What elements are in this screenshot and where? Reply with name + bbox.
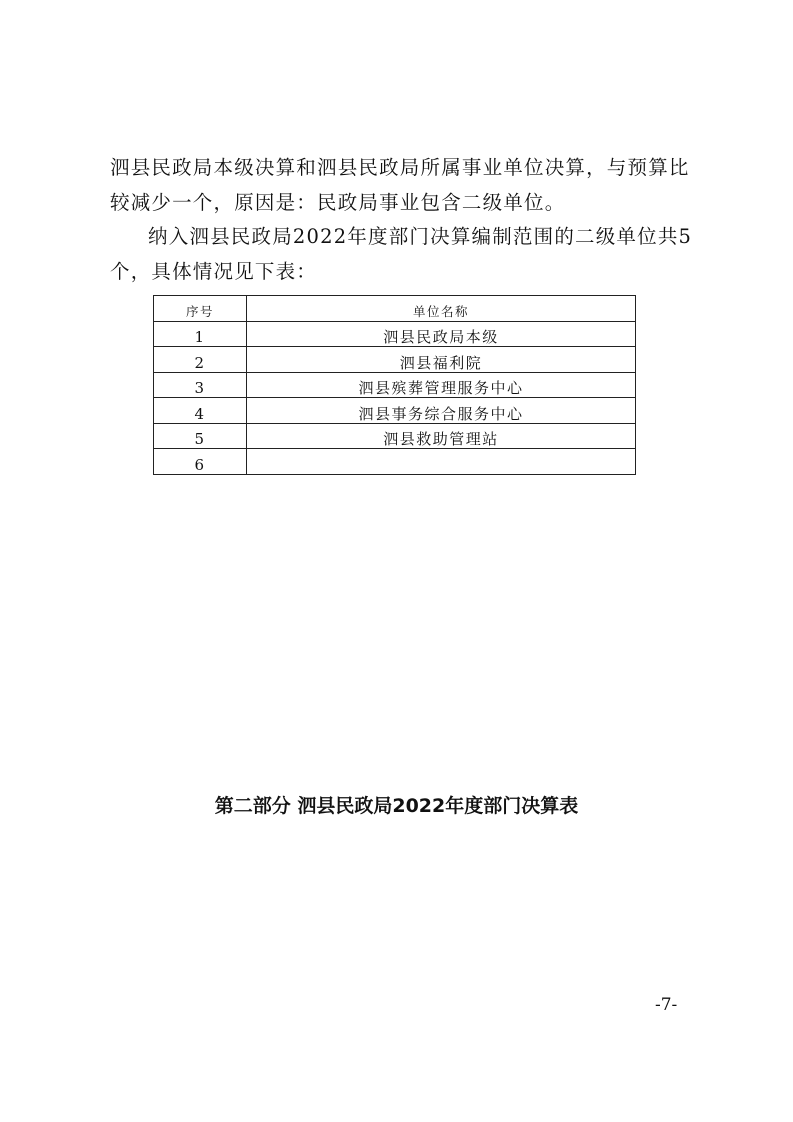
- row-unit-name: 泗县救助管理站: [247, 423, 636, 449]
- body-paragraph-1: 泗县民政局本级决算和泗县民政局所属事业单位决算，与预算比较减少一个，原因是：民政局事业包含二级单位。: [110, 156, 690, 214]
- table-row: [154, 423, 636, 449]
- row-serial: 1: [154, 321, 247, 347]
- table-row: [154, 449, 636, 475]
- header-serial: 序号: [154, 296, 247, 322]
- row-serial: 4: [154, 398, 247, 424]
- row-serial: 2: [154, 347, 247, 373]
- row-unit-name: [247, 449, 636, 475]
- sub-units-table: [153, 295, 636, 475]
- row-unit-name: 泗县殡葬管理服务中心: [247, 372, 636, 398]
- row-serial: 3: [154, 372, 247, 398]
- row-unit-name: 泗县民政局本级: [247, 321, 636, 347]
- row-serial: 5: [154, 423, 247, 449]
- table-row: [154, 347, 636, 373]
- header-unit-name: 单位名称: [247, 296, 636, 322]
- row-serial: 6: [154, 449, 247, 475]
- page-number: -7-: [655, 995, 678, 1015]
- section-title: 第二部分 泗县民政局2022年度部门决算表: [214, 795, 579, 817]
- table-row: [154, 372, 636, 398]
- table-row: [154, 321, 636, 347]
- row-unit-name: 泗县事务综合服务中心: [247, 398, 636, 424]
- row-unit-name: 泗县福利院: [247, 347, 636, 373]
- table-row: [154, 398, 636, 424]
- table-header-row: [154, 296, 636, 322]
- body-paragraph-2: 纳入泗县民政局2022年度部门决算编制范围的二级单位共5个，具体情况见下表：: [110, 225, 693, 283]
